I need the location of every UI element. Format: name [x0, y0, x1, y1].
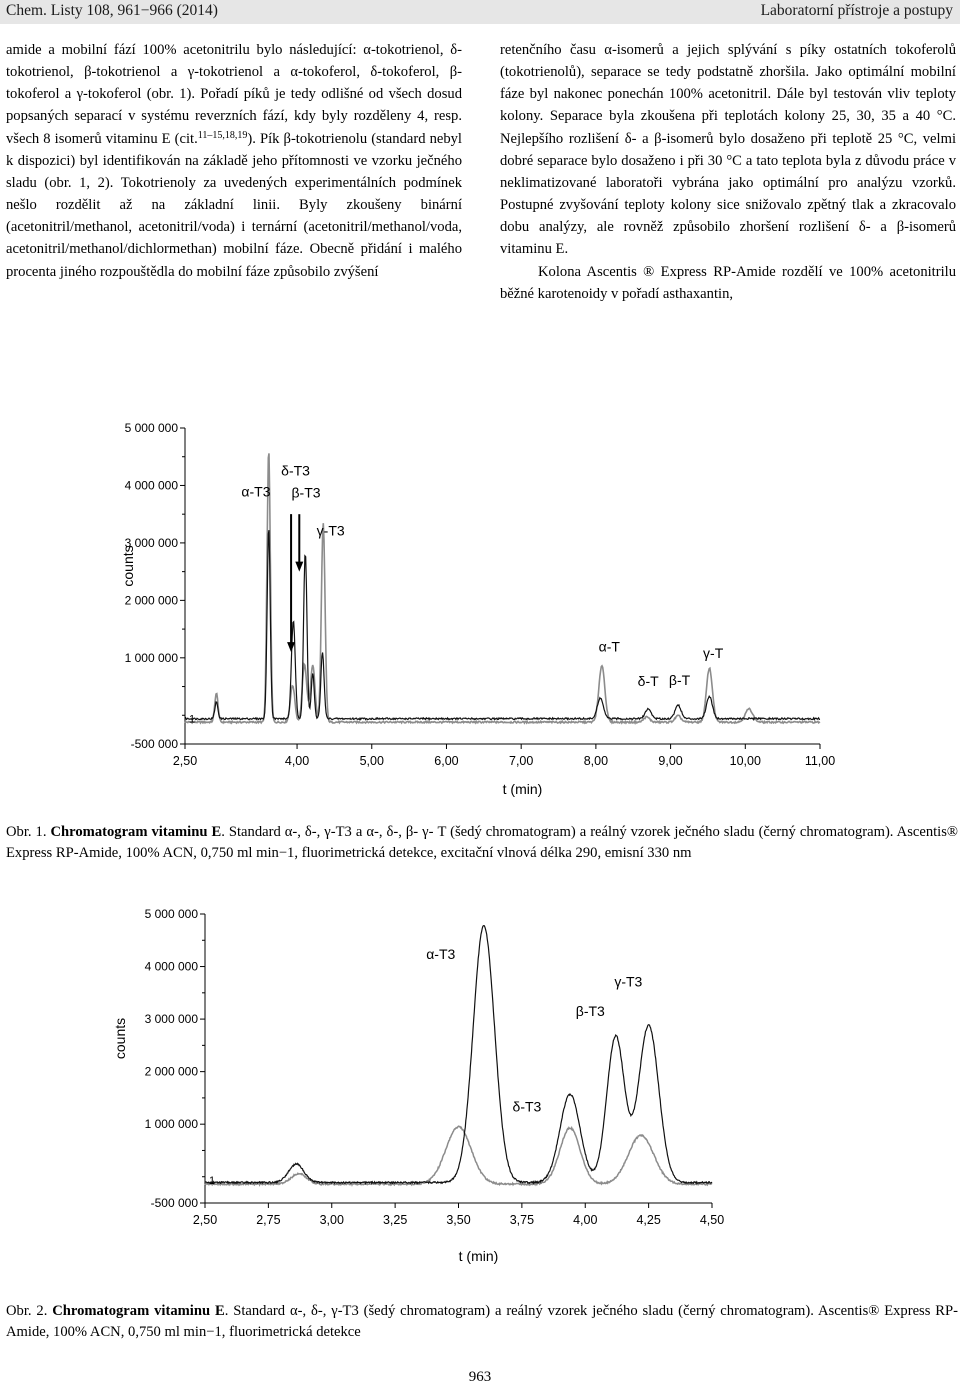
y-tick-label: 5 000 000: [144, 907, 198, 921]
peak-arrow-head: [287, 642, 295, 652]
x-tick-label: 7,00: [509, 754, 534, 768]
figure-2-caption: [6, 1301, 958, 1343]
x-tick-label: 4,00: [573, 1213, 598, 1227]
peak-label: β-T3: [575, 1002, 605, 1019]
peak-label: γ-T3: [614, 973, 643, 990]
x-tick-label: 3,75: [509, 1213, 535, 1227]
x-tick-label: 2,50: [192, 1213, 218, 1227]
x-tick-label: 10,00: [729, 754, 761, 768]
y-tick-label: 3 000 000: [124, 535, 178, 550]
journal-citation: Chem. Listy 108, 961−966 (2014): [6, 2, 218, 19]
y-tick-label: -500 000: [150, 1196, 198, 1210]
x-tick-label: 6,00: [434, 754, 459, 768]
x-tick-label: 2,75: [256, 1213, 281, 1227]
y-tick-label: 1 000 000: [124, 650, 178, 665]
peak-label: β-T3: [291, 484, 321, 501]
peak-label: δ-T: [637, 672, 659, 689]
y-tick-label: 4 000 000: [144, 959, 198, 974]
x-tick-label: 4,50: [699, 1213, 725, 1227]
figure-2-chromatogram: [0, 898, 960, 1293]
x-tick-label: 3,50: [446, 1213, 471, 1227]
page-number: 963: [468, 1369, 492, 1385]
x-axis-label: t (min): [502, 781, 543, 797]
figure-1-label: Obr. 1.: [6, 824, 51, 840]
right-paragraph-1: retenčního času α-isomerů a jejich splývání s píky ostatních tokoferolů (tokotrienolů), separace se tedy podstatně zhoršila. Jako optimální mobilní fáze byl nakonec ponechán 100% acetonitril. Dále byl testován vliv teploty kolony. Separace byla zkoušena při teplotách kolony 25, 30, 35 a 40 °C. Nejlepšího rozlišení δ- a β-isomerů bylo dosaženo při teplotě 25 °C, velmi dobré separace bylo dosaženo i při 30 °C a tato teplota byla z důvodu práce v neklimatizované laboratoři vybrána jako optimální pro analýzu vzorků. Postupné zvyšování teploty kolony sice snižovalo zpětný tlak a zkracovalo dobu analýzy, ale rovněž způsobilo zhoršení rozlišení δ- a β-isomerů vitaminu E.: [500, 42, 956, 258]
trace-marker-label: 1: [209, 1174, 216, 1187]
y-tick-label: 5 000 000: [124, 421, 178, 435]
x-tick-label: 4,25: [636, 1213, 661, 1227]
left-paragraph-text-b: ). Pík β-tokotrienolu (standard nebyl k dispozici) byl identifikován na základě jeho přítomnosti ve vzorku ječného sladu (obr. 1, 2). Tokotrienoly za uvedených experimentálních podmínek nešlo rozdělit až na základní linii. Byly zkoušeny binární (acetonitril/methanol, acetonitril/voda) i ternární (acetonitril/methanol/voda, acetonitril/methanol/dichlormethan) mobilní fáze. Obecně přidání i malého procenta jiného rozpouštědla do mobilní fáze způsobilo zvýšení: [6, 130, 462, 280]
chart-1-svg: [0, 412, 960, 807]
series-line: [185, 453, 820, 723]
peak-label: γ-T3: [316, 522, 345, 539]
y-tick-label: 2 000 000: [144, 1064, 198, 1079]
series-line: [185, 530, 820, 720]
left-paragraph-text-a: amide a mobilní fází 100% acetonitrilu bylo následující: α-tokotrienol, δ-tokotrienol, β-tokotrienol a γ-tokotrienol a α-tokoferol, δ-tokoferol, β-tokoferol a γ-tokoferol (obr. 1). Pořadí píků je tedy odlišné od všech dosud popsaných separací v systému reverzních fází, kdy byly rozděleny 4, resp. všech 8 isomerů vitaminu E (cit.: [6, 42, 462, 147]
figure-2-title: Chromatogram vitaminu E: [52, 1303, 225, 1319]
figure-1-title: Chromatogram vitaminu E: [50, 824, 222, 840]
peak-label: α-T3: [241, 483, 271, 500]
trace-marker-label: 1: [189, 713, 196, 726]
figure-1-chromatogram: [0, 412, 960, 807]
y-axis-label: counts: [112, 1017, 128, 1060]
x-tick-label: 8,00: [583, 754, 609, 768]
x-tick-label: 9,00: [658, 754, 683, 768]
peak-label: γ-T: [703, 644, 724, 661]
x-axis-label: t (min): [458, 1248, 499, 1264]
figure-2-description: . Standard α-, δ-, γ-T3 (šedý chromatogram) a reálný vzorek ječného sladu (černý chromatogram). Ascentis® Express RP-Amide, 100% ACN, 0,750 ml min−1, fluorimetrická detekce: [6, 1303, 958, 1340]
series-line: [205, 1126, 712, 1185]
x-tick-label: 11,00: [804, 754, 836, 768]
left-paragraph: [6, 39, 462, 283]
y-tick-label: 4 000 000: [124, 478, 178, 493]
y-tick-label: -500 000: [130, 737, 178, 751]
x-tick-label: 5,00: [359, 754, 384, 768]
chart-2-svg: [0, 898, 960, 1293]
peak-label: δ-T3: [512, 1098, 542, 1115]
y-tick-label: 1 000 000: [144, 1117, 198, 1132]
peak-label: β-T: [668, 671, 691, 688]
series-line: [205, 926, 712, 1184]
right-paragraph-2: Kolona Ascentis ® Express RP-Amide rozdělí ve 100% acetonitrilu běžné karotenoidy v pořadí asthaxantin,: [500, 263, 956, 302]
section-title: Laboratorní přístroje a postupy: [760, 2, 953, 19]
x-tick-label: 3,00: [319, 1213, 344, 1227]
peak-arrow-head: [295, 562, 303, 572]
y-tick-label: 2 000 000: [124, 593, 178, 608]
x-tick-label: 4,00: [284, 754, 310, 768]
figure-1-description: . Standard α-, δ-, γ-T3 a α-, δ-, β- γ- T (šedý chromatogram) a reálný vzorek ječného sladu (černý chromatogram). Ascentis® Express RP-Amide, 100% ACN, 0,750 ml min−1, fluorimetrická detekce, excitační vlnová délka 290, emisní 330 nm: [6, 824, 959, 861]
running-header: [0, 0, 960, 24]
left-text-column: [6, 39, 462, 283]
right-text-column: [500, 39, 956, 305]
citation-reference: 11–15,18,19: [197, 129, 248, 141]
x-tick-label: 2,50: [172, 754, 198, 768]
figure-2-label: Obr. 2.: [6, 1303, 53, 1319]
peak-label: δ-T3: [281, 462, 310, 479]
y-tick-label: 3 000 000: [144, 1012, 198, 1027]
peak-label: α-T3: [426, 946, 456, 963]
peak-label: α-T: [598, 638, 620, 655]
y-axis-label: counts: [120, 545, 136, 587]
figure-1-caption: [6, 822, 958, 864]
x-tick-label: 3,25: [382, 1213, 408, 1227]
